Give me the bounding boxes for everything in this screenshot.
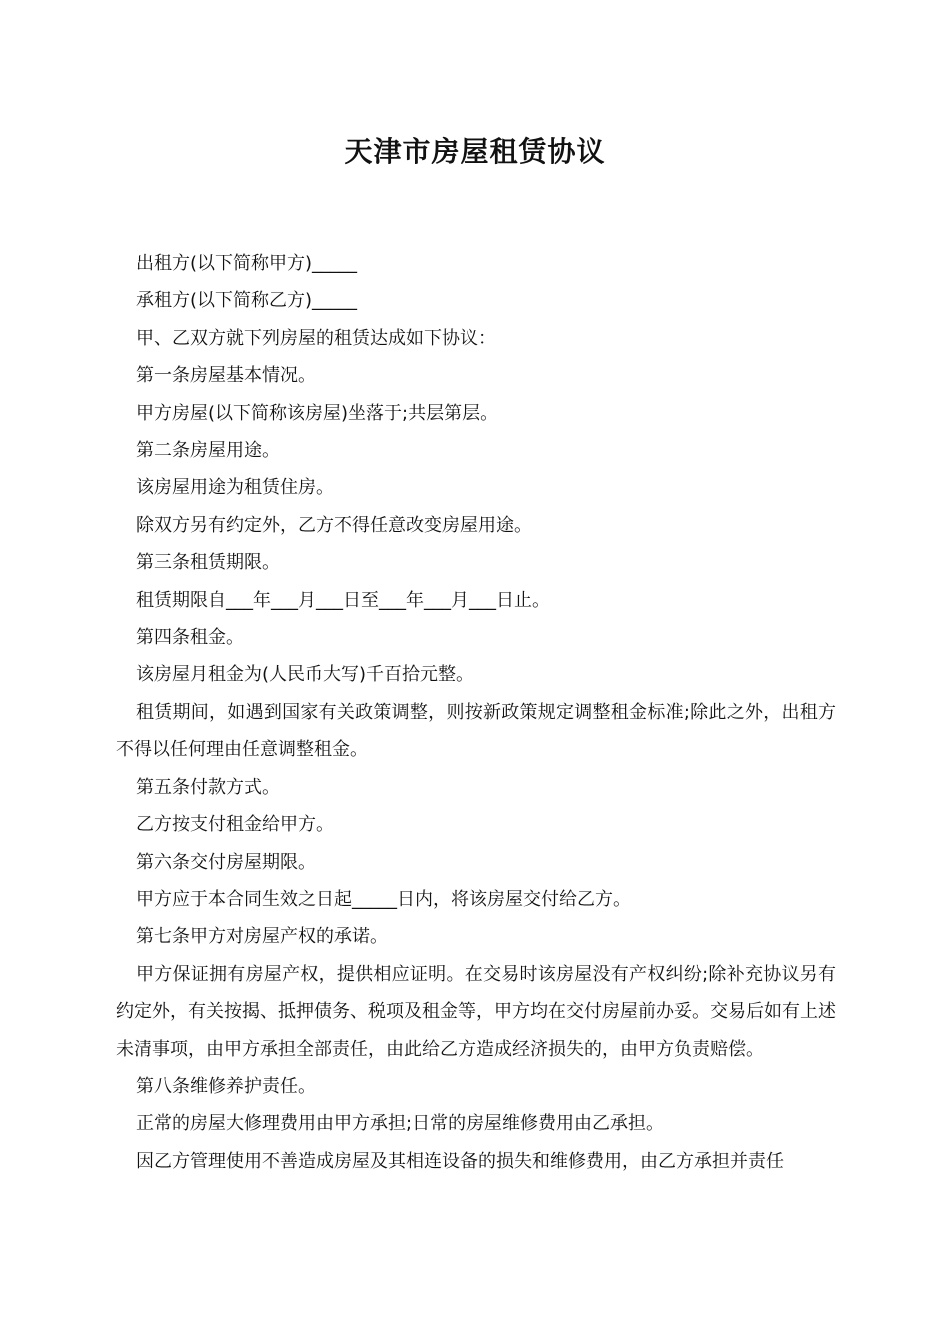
article-7-text: 甲方保证拥有房屋产权，提供相应证明。在交易时该房屋没有产权纠纷;除补充协议另有约定外，有关按揭、抵押债务、税项及租金等，甲方均在交付房屋前办妥。交易后如有上述未清事项，由甲方承担全部责任，由此给乙方造成经济损失的，由甲方负责赔偿。 [116,963,836,1060]
article-5-heading: 第五条付款方式。 [136,776,280,798]
article-1-text: 甲方房屋(以下简称该房屋)坐落于;共层第层。 [136,402,499,424]
article-1-heading: 第一条房屋基本情况。 [136,365,316,387]
article-6-heading: 第六条交付房屋期限。 [136,851,316,873]
article-2-text-2: 除双方另有约定外，乙方不得任意改变房屋用途。 [136,514,532,536]
document-title: 天津市房屋租赁协议 [344,135,606,168]
article-6-text: 甲方应于本合同生效之日起_____日内，将该房屋交付给乙方。 [136,888,631,910]
article-7-heading: 第七条甲方对房屋产权的承诺。 [136,926,388,948]
document-body [116,245,836,1180]
article-4-heading: 第四条租金。 [136,627,244,649]
paragraph-lessor: 出租方(以下简称甲方)_____ [136,253,358,274]
article-3-heading: 第三条租赁期限。 [136,552,280,574]
article-3-text: 租赁期限自___年___月___日至___年___月___日止。 [136,589,550,611]
article-2-text-1: 该房屋用途为租赁住房。 [136,477,334,499]
article-4-text-1: 该房屋月租金为(人民币大写)千百拾元整。 [136,664,475,686]
paragraph-intro: 甲、乙双方就下列房屋的租赁达成如下协议： [136,327,496,349]
article-2-heading: 第二条房屋用途。 [136,440,280,462]
article-8-heading: 第八条维修养护责任。 [136,1075,316,1097]
article-8-text-2: 因乙方管理使用不善造成房屋及其相连设备的损失和维修费用，由乙方承担并责任 [136,1150,784,1172]
article-8-text-1: 正常的房屋大修理费用由甲方承担;日常的房屋维修费用由乙承担。 [136,1113,665,1135]
paragraph-lessee: 承租方(以下简称乙方)_____ [136,290,358,312]
article-5-text: 乙方按支付租金给甲方。 [136,814,334,836]
article-4-text-2: 租赁期间，如遇到国家有关政策调整，则按新政策规定调整租金标准;除此之外，出租方不得以任何理由任意调整租金。 [116,701,836,761]
